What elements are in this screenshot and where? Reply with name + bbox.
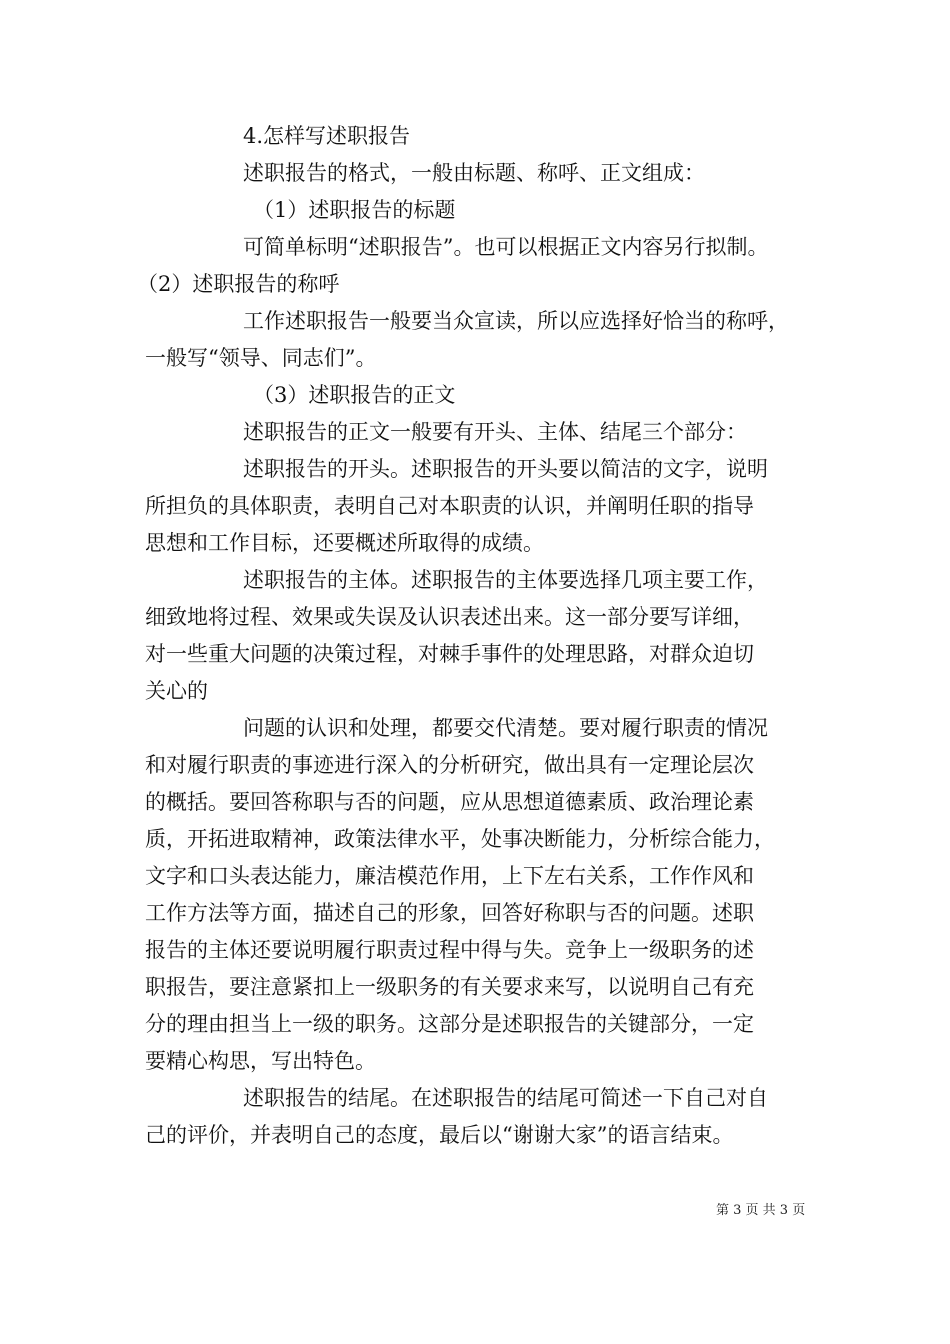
paragraph-line: 和对履行职责的事迹进行深入的分析研究，做出具有一定理论层次 [145, 753, 754, 777]
paragraph-line: 的概括。要回答称职与否的问题，应从思想道德素质、政治理论素 [145, 790, 754, 814]
paragraph-line: 述职报告的格式，一般由标题、称呼、正文组成： [243, 161, 705, 185]
paragraph-line: 可简单标明“述职报告”。也可以根据正文内容另行拟制。 [243, 235, 769, 259]
paragraph-line: 文字和口头表达能力，廉洁模范作用，上下左右关系，工作作风和 [145, 864, 754, 888]
paragraph-line: 关心的 [145, 679, 208, 703]
paragraph-line: 述职报告的正文一般要有开头、主体、结尾三个部分： [243, 420, 747, 444]
section-heading: 4.怎样写述职报告 [243, 124, 411, 148]
subsection-heading: （3）述职报告的正文 [253, 383, 456, 407]
paragraph-line: 要精心构思，写出特色。 [145, 1049, 376, 1073]
paragraph-line: 一般写“领导、同志们”。 [145, 346, 377, 370]
paragraph-line: 思想和工作目标，还要概述所取得的成绩。 [145, 531, 544, 555]
paragraph-line: 述职报告的结尾。在述职报告的结尾可简述一下自己对自 [243, 1086, 768, 1110]
paragraph-line: 工作述职报告一般要当众宣读，所以应选择好恰当的称呼， [243, 309, 789, 333]
paragraph-line: 质，开拓进取精神，政策法律水平，处事决断能力，分析综合能力， [145, 827, 775, 851]
paragraph-line: 问题的认识和处理，都要交代清楚。要对履行职责的情况 [243, 716, 768, 740]
paragraph-line: 分的理由担当上一级的职务。这部分是述职报告的关键部分，一定 [145, 1012, 754, 1036]
paragraph-line: 所担负的具体职责，表明自己对本职责的认识，并阐明任职的指导 [145, 494, 754, 518]
subsection-heading: （2）述职报告的称呼 [137, 272, 340, 296]
paragraph-line: 述职报告的开头。述职报告的开头要以简洁的文字，说明 [243, 457, 768, 481]
page-number-footer: 第 3 页 共 3 页 [716, 1203, 806, 1218]
paragraph-line: 己的评价，并表明自己的态度，最后以“谢谢大家”的语言结束。 [145, 1123, 734, 1147]
subsection-heading: （1）述职报告的标题 [253, 198, 456, 222]
paragraph-line: 对一些重大问题的决策过程，对棘手事件的处理思路，对群众迫切 [145, 642, 754, 666]
paragraph-line: 职报告，要注意紧扣上一级职务的有关要求来写，以说明自己有充 [145, 975, 754, 999]
paragraph-line: 工作方法等方面，描述自己的形象，回答好称职与否的问题。述职 [145, 901, 754, 925]
paragraph-line: 述职报告的主体。述职报告的主体要选择几项主要工作， [243, 568, 768, 592]
paragraph-line: 细致地将过程、效果或失误及认识表述出来。这一部分要写详细， [145, 605, 754, 629]
document-body [137, 118, 810, 1154]
paragraph-line: 报告的主体还要说明履行职责过程中得与失。竞争上一级职务的述 [145, 938, 754, 962]
